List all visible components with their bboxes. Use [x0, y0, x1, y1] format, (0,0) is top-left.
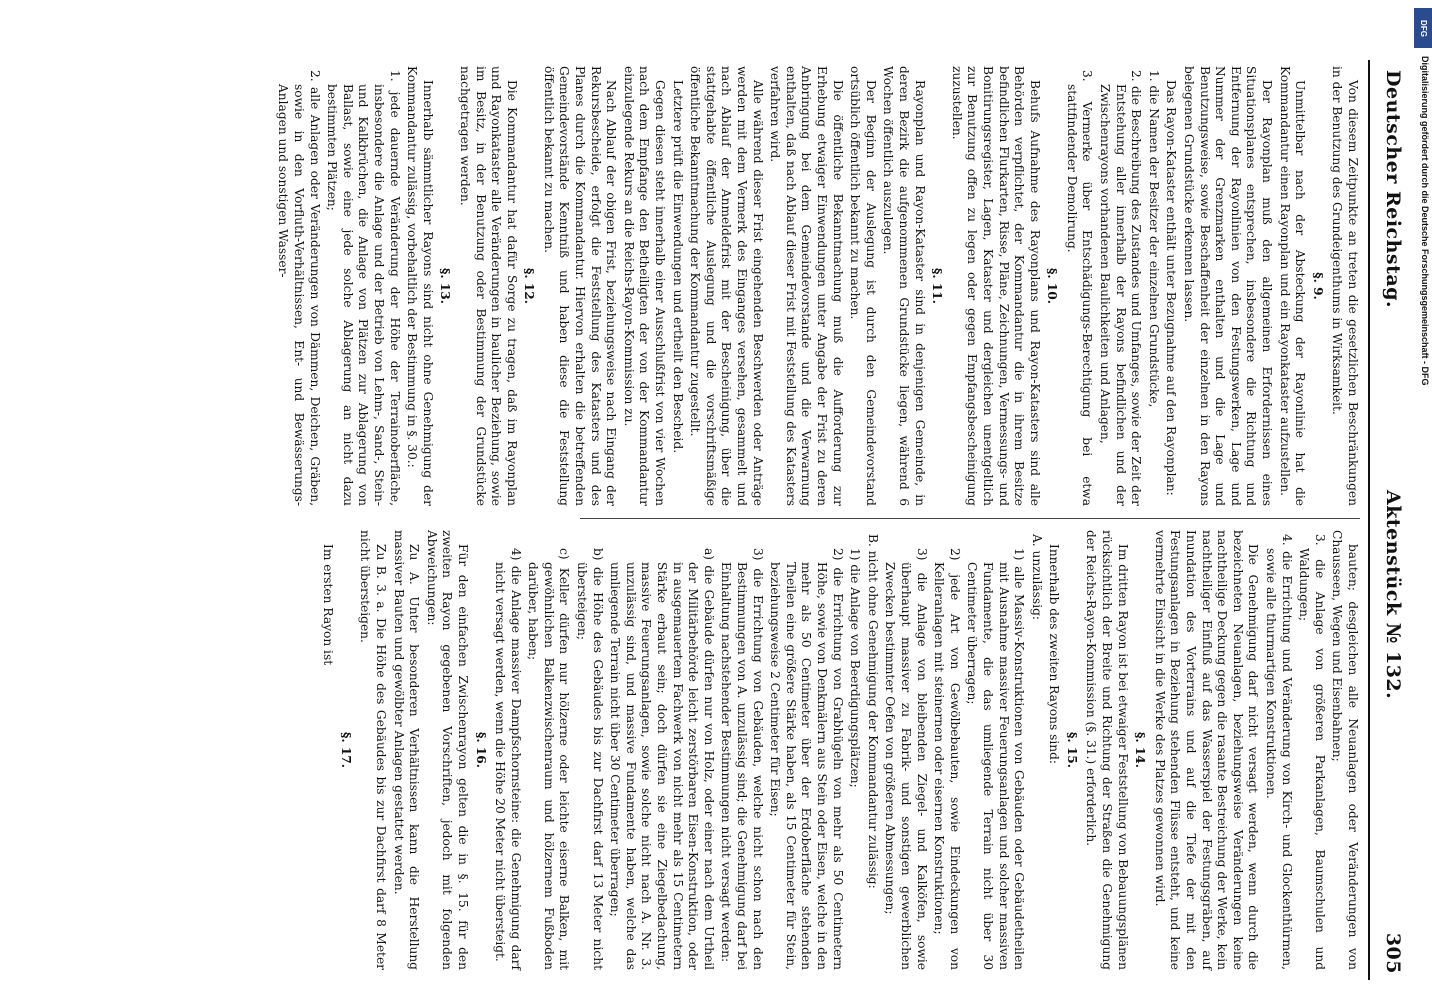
text-paragraph: Der Rayonplan muß den allgemeinen Erfordernissen eines Situationsplanes entsprechen, insbesondere die Richtung und Entfernung der Rayonlinien von den Festungswerken, Lage und Nummer der Grenzmarken enthalten und die Lage und Benutzungsweise, sowie Beschaffenheit der einzelnen in den Rayons belegenen Grundstücke erkennen lassen.: [1182, 66, 1275, 506]
section-heading: §. 14.: [1133, 731, 1148, 769]
text-paragraph: Das Rayon-Kataster enthält unter Bezugnahme auf den Rayonplan:: [1164, 80, 1179, 496]
text-paragraph: Die Kommandantur hat dafür Sorge zu tragen, daß im Rayonplan und Rayonkataster alle Veränderungen in baulicher Beziehung, sowie im Besitz, in der Benutzung oder Bestimmung der Grundstücke nachgetragen werden.: [457, 66, 519, 506]
text-paragraph: Im ersten Rayon ist: [321, 544, 336, 666]
text-paragraph: B. nicht ohne Genehmigung der Kommandantur zulässig:: [865, 534, 880, 889]
page-number: 305: [1382, 932, 1404, 974]
section-heading: §. 9.: [1310, 272, 1325, 300]
text-paragraph: Rayonplan und Rayon-Kataster sind in denjenigen Gemeinde, in deren Bezirk die aufgenommenen Grundstücke liegen, während 6 Wochen öffentlich auszulegen.: [881, 66, 927, 506]
text-paragraph: 1. jede dauernde Veränderung der Höhe der Terrainoberfläche, insbesondere die Anlage und der Betrieb von Lehm-, Sand-, Stein- und Kalkbrüchen, die Anlage von Plätzen zur Ablagerung von Ballast, sowie eine jede solche Ablagerung an nicht dazu bestimmten Plätzen;: [325, 70, 402, 506]
header-document-number: Aktenstück № 132.: [1382, 490, 1404, 700]
text-paragraph: Zu B. 3. a. Die Höhe des Gebäudes bis zur Dachfirst darf 8 Meter nicht übersteigen.: [358, 530, 388, 970]
text-paragraph: Die öffentliche Bekanntmachung muß die Aufforderung zur Erhebung etwaiger Einwendungen unter Angabe der Frist zu deren Anbringung bei dem Gemeindevorstande und die Verwarnung enthalten, daß nach Ablauf dieser Frist mit Feststellung des Katasters verfahren wird.: [768, 66, 845, 506]
section-heading: §. 11.: [930, 267, 945, 305]
text-paragraph: Im dritten Rayon ist bei etwaiger Feststellung von Bebauungsplänen rücksichtlich der Breite und Richtung der Straßen die Genehmigung der Reichs-Rayon-Kommission (§. 31.) erforderlich.: [1084, 530, 1130, 970]
text-paragraph: Gegen diesen steht innerhalb einer Ausschlußfrist von vier Wochen nach dem Empfange den Betheiligten der von der Kommandantur einzulegende Rekurs an die Reichs-Rayon-Kommission zu.: [621, 66, 668, 506]
text-paragraph: Letztere prüft die Einwendungen und ertheilt den Bescheid.: [670, 80, 685, 454]
text-paragraph: 3) die Errichtung von Gebäuden, welche nicht schon nach den Bestimmungen von A. unzulässig sind; die Genehmigung darf bei Einhaltung nachstehender Bestimmungen nicht versagt werden:: [719, 548, 765, 970]
text-paragraph: 1) alle Massiv-Konstruktionen von Gebäuden oder Gebäudetheilen mit Ausnahme massiver Feuerungsanlagen und solcher massiven Fundamente, die das umliegende Terrain nicht über 30 Centimeter überragen;: [965, 548, 1027, 970]
text-paragraph: Nach Ablauf der obigen Frist, beziehungsweise nach Eingang der Rekursbescheide, erfolgt die Feststellung des Katasters und des Planes durch die Kommandantur. Hiervon erhalten die betreffenden Gemeindevorstände Kenntniß und haben diese die Feststellung öffentlich bekannt zu machen.: [541, 66, 619, 506]
text-paragraph: 1. die Namen der Besitzer der einzelnen Grundstücke,: [1146, 70, 1161, 408]
section-heading: §. 15.: [1064, 731, 1079, 769]
section-heading: §. 13.: [438, 267, 453, 305]
text-paragraph: Für den einfachen Zwischenrayon gelten die in §. 15. für den zweiten Rayon gegebenen Vorschriften, jedoch mit folgenden Abweichungen:: [424, 530, 470, 970]
text-paragraph: A. unzulässig:: [1029, 534, 1044, 620]
section-heading: §. 10.: [1045, 267, 1060, 305]
text-paragraph: Die Genehmigung darf nicht versagt werden, wenn durch die bezeichneten Neuanlagen, beziehungsweise Veränderungen keine nachtheilige Deckung gegen die rasante Bestreichung der Werke, kein nachtheiliger Einfluß auf das Wasserspiel der Festungsgräben, auf Inundation des Vorterrains und auf die Tiefe der mit den Festungsanlagen in Beziehung stehenden Flüsse entsteht, und keine vermehrte Einsicht in die Werke des Platzes gewonnen wird.: [1152, 530, 1261, 970]
text-paragraph: 2. die Beschreibung des Zustandes und Umfanges, sowie der Zeit der Entstehung aller innerhalb der Rayons befindlichen und der Zwischenrayons vorhandenen Baulichkeiten und Anlagen,: [1098, 70, 1144, 506]
text-paragraph: Unmittelbar nach der Absteckung der Rayonlinie hat die Kommandantur einen Rayonplan und ein Rayonkataster aufzustellen.: [1277, 66, 1308, 506]
text-paragraph: Der Beginn der Auslegung ist durch den Gemeindevorstand ortsüblich öffentlich bekannt zu machen.: [848, 66, 878, 506]
text-paragraph: Alle während dieser Frist eingehenden Beschwerden oder Anträge werden mit dem Vermerk des Einganges versehen, gesammelt und nach Ablauf der Anmeldefrist mit der Bescheinigung, über die stattgehabte öffentliche Auslegung und die vorschriftsmäßige öffentliche Bekanntmachung der Kommandantur zugestellt.: [688, 66, 765, 506]
text-paragraph: Innerhalb des zweiten Rayons sind:: [1047, 544, 1062, 765]
right-text-column: [318, 530, 1360, 970]
left-text-column: [273, 66, 1360, 506]
text-paragraph: Zu A. Unter besonderen Verhältnissen kann die Herstellung massiver Bauten und gewölbter Anlagen gestattet werden.: [391, 530, 422, 970]
text-paragraph: 4. die Errichtung und Veränderung von Kirch- und Glockenthürmen, sowie alle thurmartigen Konstruktionen.: [1264, 534, 1294, 970]
text-paragraph: 2. alle Anlagen oder Veränderungen von Dämmen, Deichen, Gräben, sowie in den Vorfluth-Verhältnissen, Ent- und Bewässerungs-Anlagen und sonstigen Wasser-: [276, 70, 322, 506]
dfg-logo: DFG: [1414, 8, 1432, 48]
text-paragraph: Von diesem Zeitpunkte an treten die gesetzlichen Beschränkungen in der Benutzung des Grundeigenthums in Wirksamkeit.: [1330, 66, 1360, 506]
section-heading: §. 17.: [338, 731, 353, 769]
digitization-note: [1416, 56, 1432, 746]
text-paragraph: 2) jede Art von Gewölbebauten, sowie Eindeckungen von Kelleranlagen mit steinernen oder eisernen Konstruktionen;: [932, 548, 962, 970]
text-paragraph: 3) die Anlage von bleibenden Ziegel- und Kalköfen, sowie überhaupt massiver zu Fabrik- und sonstigen gewerblichen Zwecken bestimmter Oefen von größeren Abmessungen;: [883, 548, 929, 970]
text-paragraph: 1) die Anlage von Beerdigungsplätzen;: [848, 548, 863, 788]
text-paragraph: Innerhalb sämmtlicher Rayons sind nicht ohne Genehmigung der Kommandantur zulässig, vorbehaltlich der Bestimmung in §. 30.:: [405, 66, 435, 506]
text-paragraph: 4) die Anlage massiver Dampfschornsteine: die Genehmigung darf nicht versagt werden, wenn die Höhe 20 Meter nicht übersteigt.: [493, 548, 523, 970]
text-paragraph: Behufs Aufnahme des Rayonplans und Rayon-Katasters sind alle Behörden verpflichtet, der Kommandantur die in ihrem Besitze befindlichen Flurkarten, Risse, Pläne, Zeichnungen, Vermessungs- und Bonitirungsregister, Lagen, Kataster und dergleichen unentgeltlich zur Benutzung offen zu legen oder gegen Empfangsbescheinigung zuzustellen.: [949, 66, 1042, 506]
digitization-note-text: Digitalisierung gefördert durch die Deutsche Forschungsgemeinschaft - DFG: [1420, 56, 1430, 386]
section-heading: §. 12.: [522, 267, 537, 305]
section-heading: §. 16.: [473, 731, 488, 769]
text-paragraph: c) Keller dürfen nur hölzerne oder leichte eiserne Balken, mit gewöhnlichen Balkenzwischenraum und hölzernem Fußboden darüber, haben;: [526, 548, 572, 970]
text-paragraph: a) die Gebäude dürfen nur von Holz, oder einer nach dem Urtheil der Militärbehörde leicht zerstörbaren Eisen-Konstruktion, oder in ausgemauertem Fachwerk von nicht mehr als 15 Centimetern Stärke erbaut sein; doch dürfen sie eine Ziegelbedachung, massive Feuerungsanlagen, sowie solche nicht nach A. Nr. 3. unzulässig sind, und massive Fundamente haben, welche das umliegende Terrain nicht über 30 Centimeter überragen;: [608, 548, 716, 970]
page-header: [1368, 60, 1410, 980]
text-paragraph: 3. die Anlage von größeren Parkanlagen, Baumschulen und Waldungen;: [1297, 534, 1327, 970]
header-publication: Deutscher Reichstag.: [1382, 70, 1404, 309]
text-paragraph: 2) die Errichtung von Grabhügeln von mehr als 50 Centimetern Höhe, sowie von Denkmälern aus Stein oder Eisen, welche in den mehr als 50 Centimeter über der Erdoberfläche stehenden Theilen eine größere Stärke haben, als 15 Centimeter für Stein, beziehungsweise 2 Centimeter für Eisen;: [768, 548, 845, 970]
text-paragraph: bauten; desgleichen alle Neuanlagen oder Veränderungen von Chausseen, Wegen und Eisenbahnen;: [1330, 530, 1360, 970]
text-paragraph: 3. Vermerke über Entschädigungs-Berechtigung bei etwa stattfindender Demolirung.: [1064, 70, 1095, 506]
rotated-page-content: [70, 60, 1410, 980]
text-paragraph: b) die Höhe des Gebäudes bis zur Dachfirst darf 13 Meter nicht übersteigen;: [575, 548, 605, 970]
column-divider: [580, 518, 1360, 519]
